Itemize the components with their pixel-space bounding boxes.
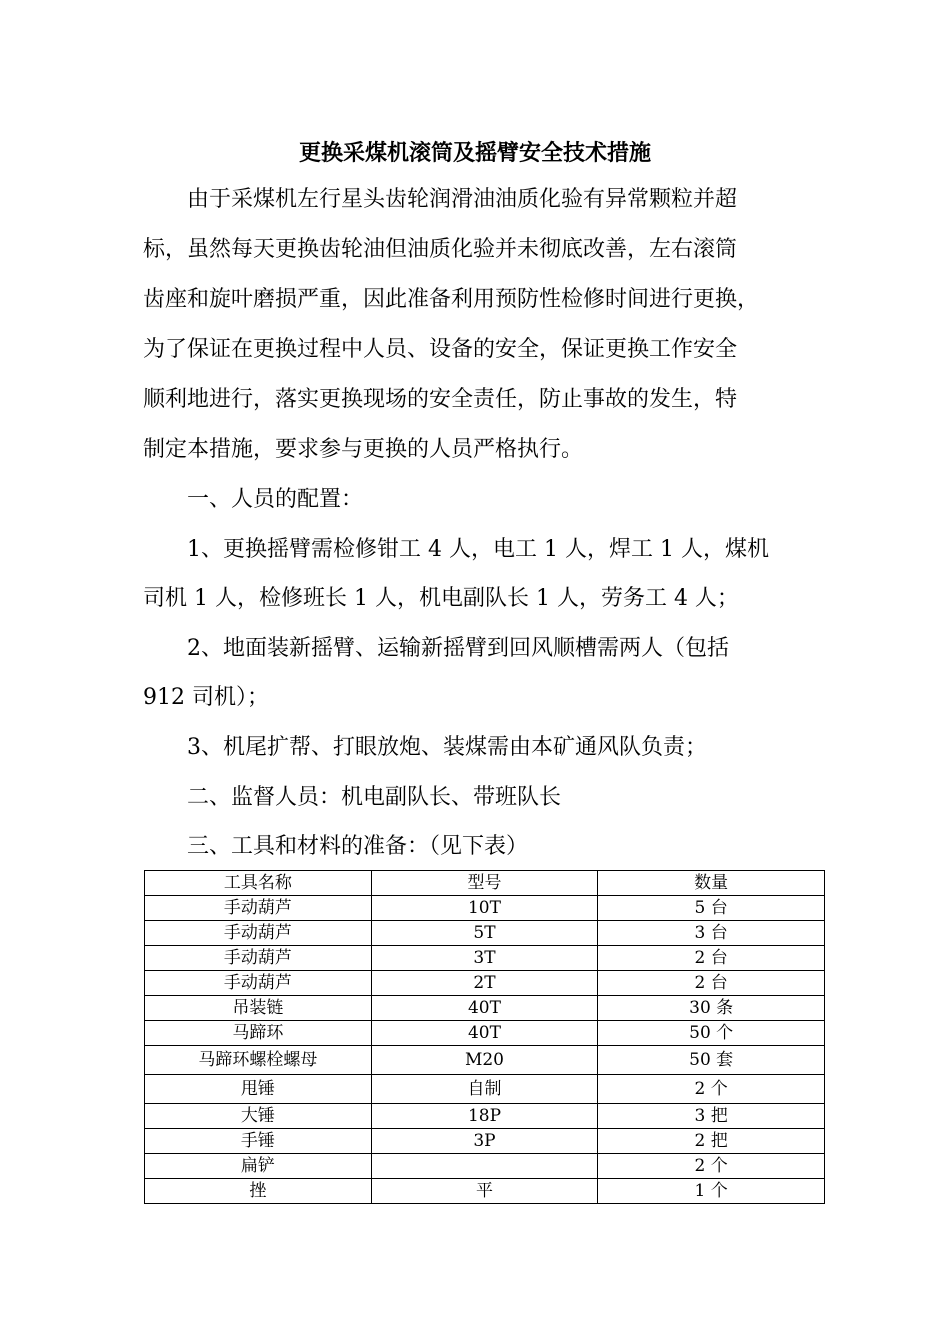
header-tool-name: 工具名称 [145,871,372,896]
cell-quantity: 3 台 [598,921,825,946]
section1-item3: 3、机尾扩帮、打眼放炮、装煤需由本矿通风队负责； [187,735,707,760]
cell-model: 5T [371,921,598,946]
cell-tool-name: 手动葫芦 [145,946,372,971]
cell-model: 18P [371,1104,598,1129]
table-row [145,1021,825,1046]
intro-line-5: 顺利地进行，落实更换现场的安全责任，防止事故的发生，特 [143,387,738,412]
cell-quantity: 2 把 [598,1129,825,1154]
header-model: 型号 [371,871,598,896]
cell-model: 3T [371,946,598,971]
table-row [145,971,825,996]
header-quantity: 数量 [598,871,825,896]
table-row [145,946,825,971]
table-row [145,1154,825,1179]
tools-table [144,870,825,1204]
section2-heading: 二、监督人员：机电副队长、带班队长 [187,785,562,810]
cell-tool-name: 马蹄环 [145,1021,372,1046]
section1-item1-line1: 1、更换摇臂需检修钳工 4 人，电工 1 人，焊工 1 人，煤机 [187,537,769,562]
intro-line-3: 齿座和旋叶磨损严重，因此准备利用预防性检修时间进行更换， [143,287,760,312]
cell-model: 40T [371,996,598,1021]
cell-quantity: 2 台 [598,946,825,971]
cell-quantity: 3 把 [598,1104,825,1129]
table-header-row [145,871,825,896]
cell-quantity: 1 个 [598,1179,825,1204]
cell-model: 2T [371,971,598,996]
cell-tool-name: 甩锤 [145,1075,372,1104]
cell-tool-name: 挫 [145,1179,372,1204]
cell-tool-name: 马蹄环螺栓螺母 [145,1046,372,1075]
cell-tool-name: 手锤 [145,1129,372,1154]
cell-model: 10T [371,896,598,921]
table-row [145,921,825,946]
cell-tool-name: 手动葫芦 [145,921,372,946]
cell-model: 自制 [371,1075,598,1104]
section1-item2-line2: 912 司机）； [143,685,269,710]
table-row [145,896,825,921]
cell-quantity: 50 套 [598,1046,825,1075]
intro-line-4: 为了保证在更换过程中人员、设备的安全，保证更换工作安全 [143,337,738,362]
cell-tool-name: 手动葫芦 [145,971,372,996]
cell-model: M20 [371,1046,598,1075]
cell-tool-name: 手动葫芦 [145,896,372,921]
table-row [145,1179,825,1204]
intro-line-1: 由于采煤机左行星头齿轮润滑油油质化验有异常颗粒并超 [187,187,738,212]
cell-quantity: 2 个 [598,1154,825,1179]
section1-item1-line2: 司机 1 人，检修班长 1 人，机电副队长 1 人，劳务工 4 人； [143,586,739,611]
cell-model: 40T [371,1021,598,1046]
section1-heading: 一、人员的配置： [187,487,364,512]
cell-tool-name: 大锤 [145,1104,372,1129]
table-row [145,1129,825,1154]
cell-tool-name: 扁铲 [145,1154,372,1179]
cell-quantity: 2 个 [598,1075,825,1104]
cell-model: 3P [371,1129,598,1154]
section1-item2-line1: 2、地面装新摇臂、运输新摇臂到回风顺槽需两人（包括 [187,636,729,661]
cell-quantity: 5 台 [598,896,825,921]
cell-quantity: 2 台 [598,971,825,996]
section3-heading: 三、工具和材料的准备：（见下表） [187,834,529,859]
cell-tool-name: 吊装链 [145,996,372,1021]
table-row [145,1046,825,1075]
cell-quantity: 30 条 [598,996,825,1021]
table-row [145,996,825,1021]
intro-line-2: 标，虽然每天更换齿轮油但油质化验并未彻底改善，左右滚筒 [143,237,738,262]
cell-quantity: 50 个 [598,1021,825,1046]
cell-model [371,1154,598,1179]
cell-model: 平 [371,1179,598,1204]
intro-line-6: 制定本措施，要求参与更换的人员严格执行。 [143,437,584,462]
table-row [145,1104,825,1129]
table-row [145,1075,825,1104]
document-title: 更换采煤机滚筒及摇臂安全技术措施 [298,140,651,166]
